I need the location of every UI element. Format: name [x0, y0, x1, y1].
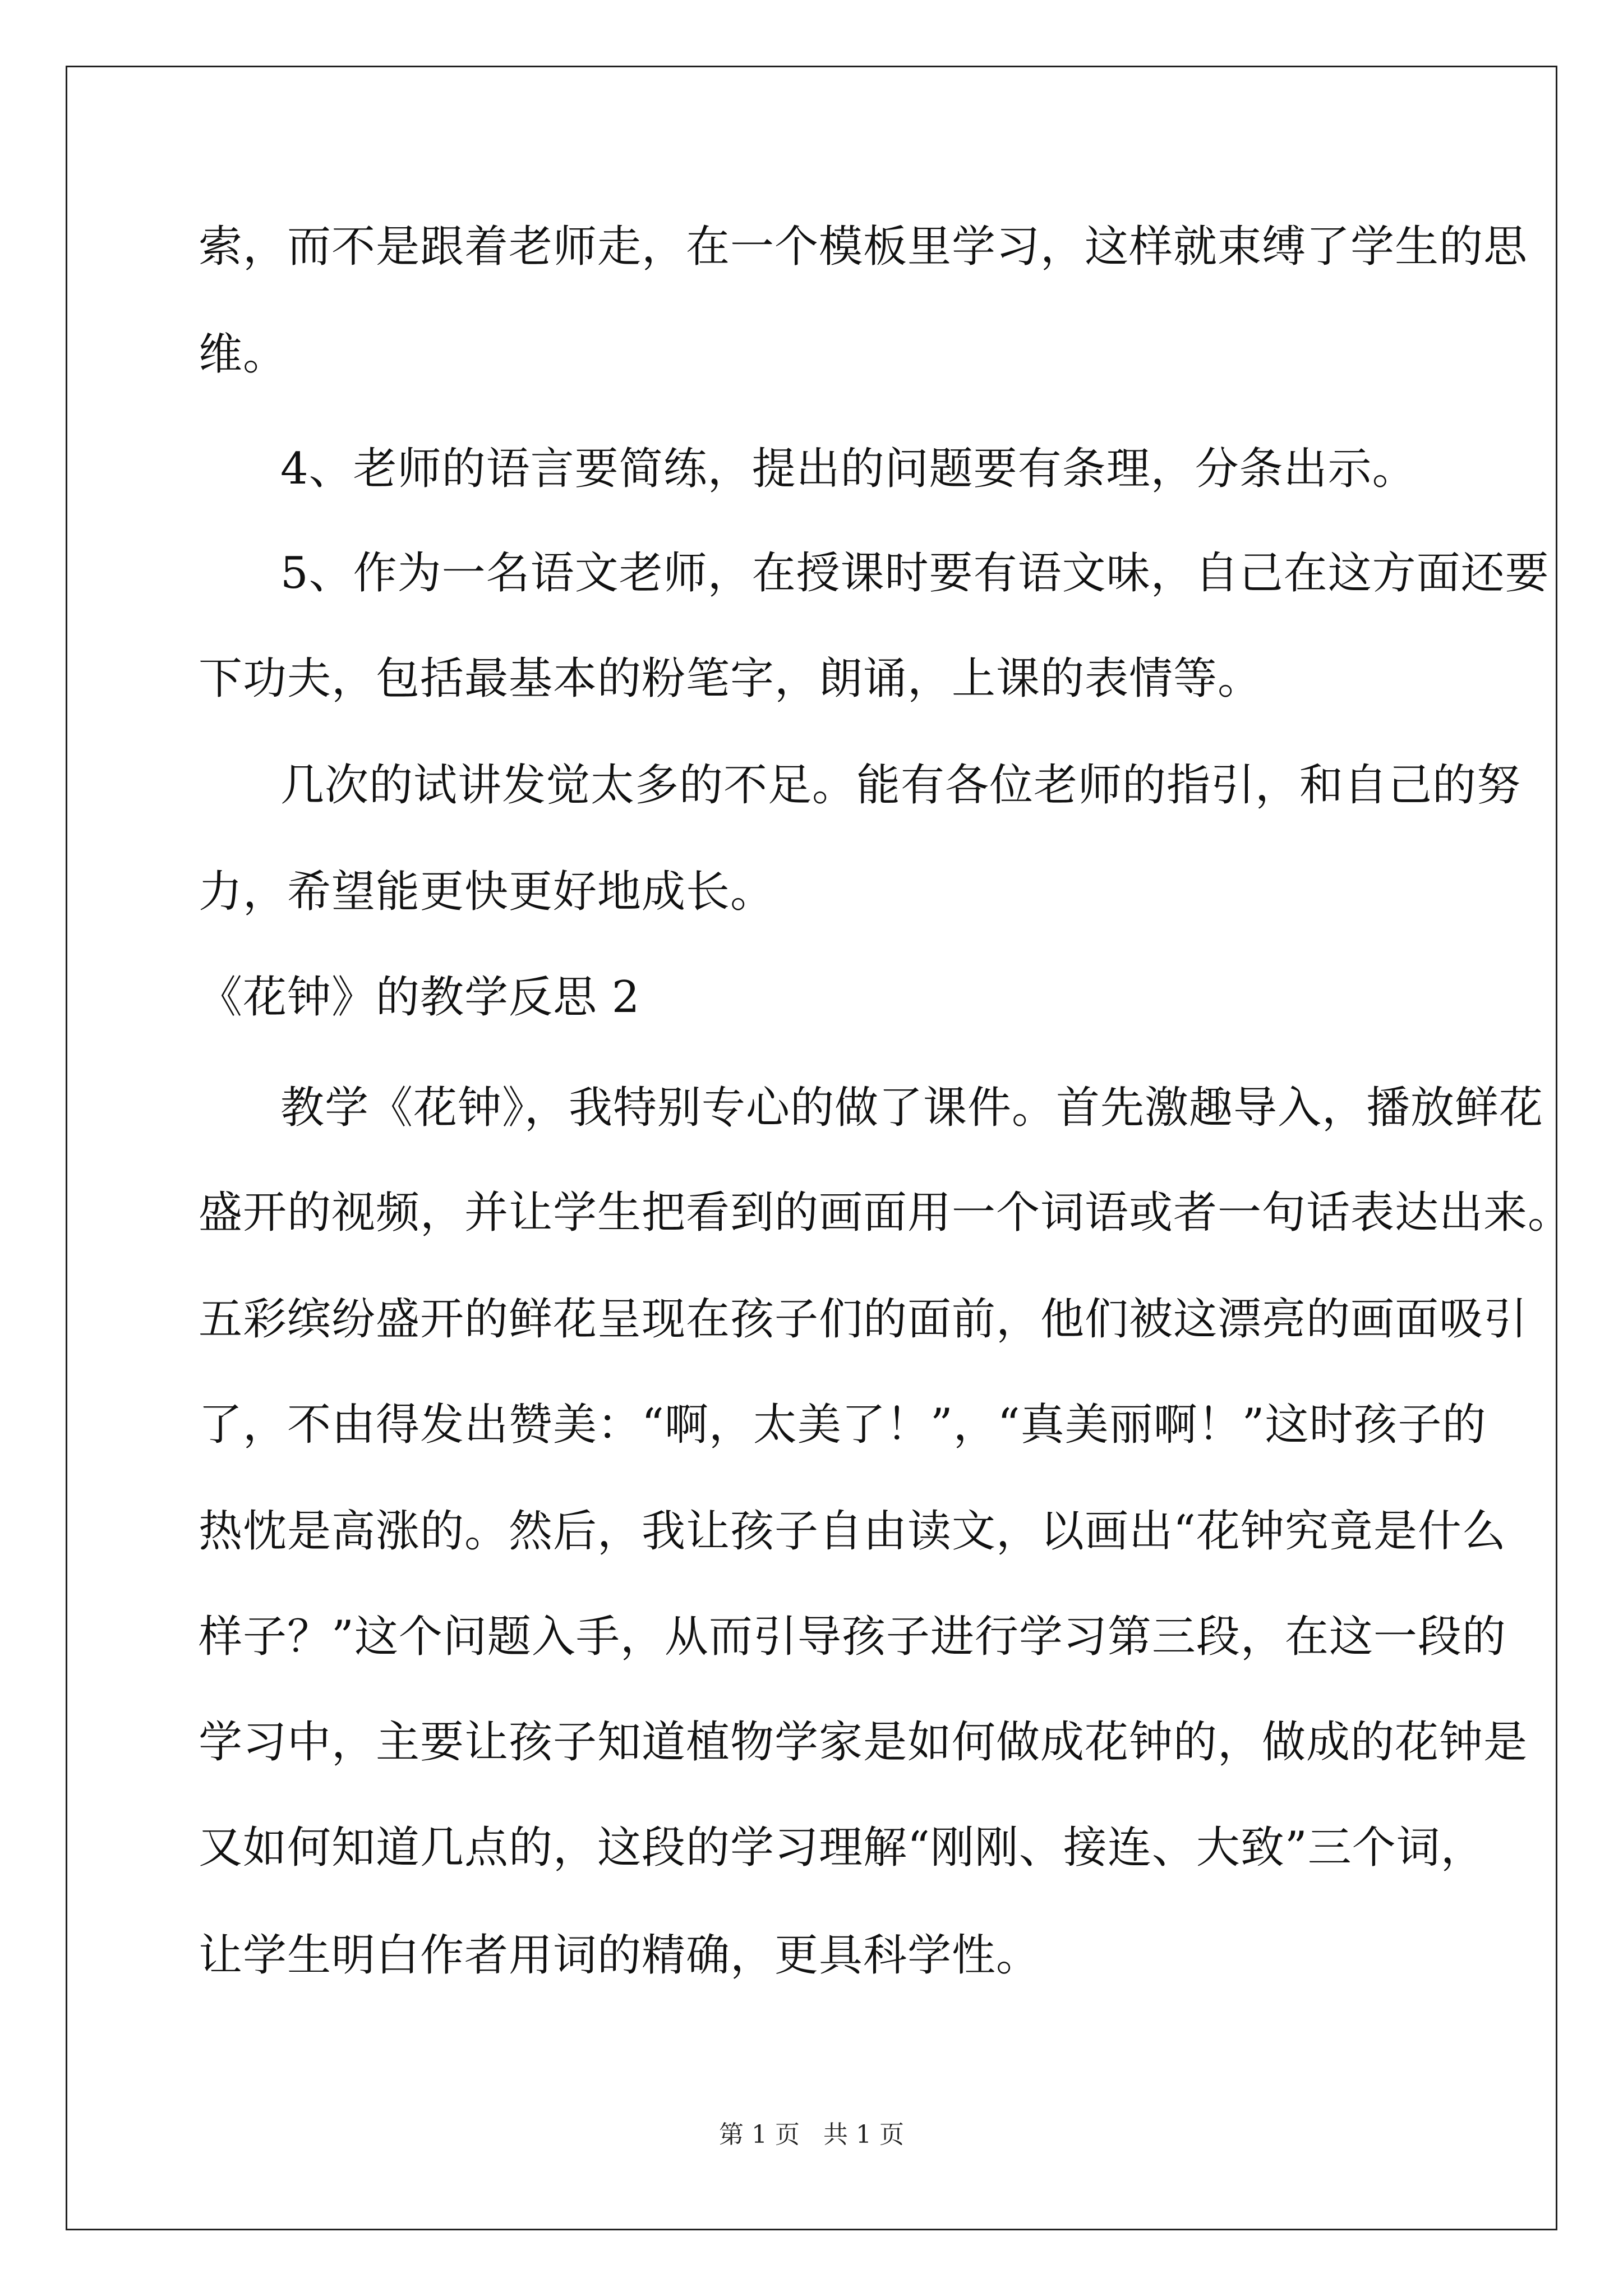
section-heading: 《花钟》的教学反思 2 — [199, 972, 640, 1023]
paragraph-line: 样子？”这个问题入手，从而引导孩子进行学习第三段，在这一段的 — [199, 1612, 1506, 1662]
paragraph-line: 热忱是高涨的。然后，我让孩子自由读文，以画出“花钟究竟是什么 — [199, 1506, 1506, 1557]
paragraph-line: 维。 — [199, 329, 288, 380]
page-border — [66, 66, 1557, 2230]
paragraph-line: 又如何知道几点的，这段的学习理解“刚刚、接连、大致”三个词， — [199, 1823, 1485, 1873]
paragraph-line: 教学《花钟》，我特别专心的做了课件。首先激趣导入，播放鲜花 — [280, 1083, 1544, 1133]
paragraph-line: 了，不由得发出赞美：“啊，太美了！”，“真美丽啊！”这时孩子的 — [199, 1400, 1487, 1450]
list-item-5: 5、作为一名语文老师，在授课时要有语文味，自己在这方面还要 — [280, 548, 1550, 599]
paragraph-line: 盛开的视频，并让学生把看到的画面用一个词语或者一句话表达出来。 — [199, 1188, 1573, 1238]
paragraph-line: 下功夫，包括最基本的粉笔字，朗诵，上课的表情等。 — [199, 654, 1262, 704]
page-footer: 第 1 页 共 1 页 — [719, 2120, 904, 2149]
paragraph-line: 几次的试讲发觉太多的不足。能有各位老师的指引，和自己的努 — [280, 760, 1521, 811]
paragraph-line: 五彩缤纷盛开的鲜花呈现在孩子们的面前，他们被这漂亮的画面吸引 — [199, 1294, 1528, 1345]
paragraph-line: 索，而不是跟着老师走，在一个模板里学习，这样就束缚了学生的思 — [199, 222, 1528, 272]
list-item-4: 4、老师的语言要简练，提出的问题要有条理，分条出示。 — [280, 444, 1417, 494]
paragraph-line: 让学生明白作者用词的精确，更具科学性。 — [199, 1930, 1041, 1981]
paragraph-line: 力，希望能更快更好地成长。 — [199, 867, 775, 917]
paragraph-line: 学习中，主要让孩子知道植物学家是如何做成花钟的，做成的花钟是 — [199, 1717, 1528, 1768]
